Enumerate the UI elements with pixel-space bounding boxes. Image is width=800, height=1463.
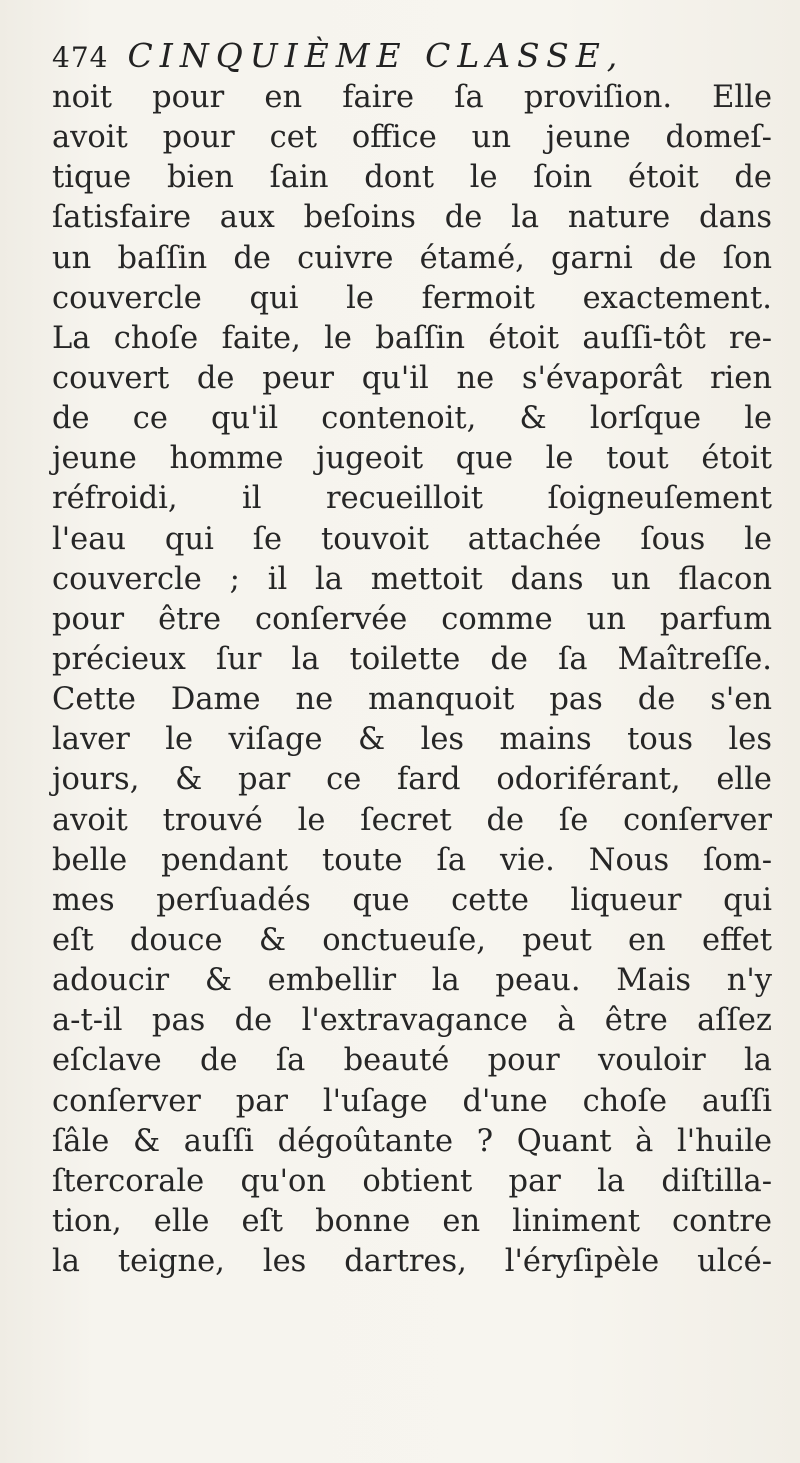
text-line: conſerver par l'uſage d'une choſe auſſi: [52, 1083, 772, 1119]
text-line: ſatisfaire aux beſoins de la nature dans: [52, 200, 772, 236]
text-line: couvercle ; il la mettoit dans un flacon: [52, 561, 772, 597]
body-text: [52, 78, 772, 1282]
text-line: mes perſuadés que cette liqueur qui: [52, 882, 772, 918]
text-line: eſt douce & onctueuſe, peut en effet: [52, 922, 772, 958]
text-line: adoucir & embellir la peau. Mais n'y: [52, 963, 772, 999]
text-line: jours, & par ce fard odoriférant, elle: [52, 762, 772, 798]
text-line: noit pour en faire ſa proviſion. Elle: [52, 80, 772, 115]
text-line: ſâle & auſſi dégoûtante ? Quant à l'huile: [52, 1123, 772, 1159]
text-line: laver le viſage & les mains tous les: [52, 722, 772, 758]
text-line: a-t-il pas de l'extravagance à être aſſez: [52, 1003, 772, 1039]
text-line: La choſe faite, le baſſin étoit auſſi-tôt re-: [52, 320, 772, 356]
text-line: réfroidi, il recueilloit ſoigneuſement: [52, 481, 772, 517]
text-line: précieux ſur la toilette de ſa Maîtreſſe.: [52, 641, 772, 677]
text-line: jeune homme jugeoit que le tout étoit: [52, 441, 772, 477]
text-line: l'eau qui ſe touvoit attachée ſous le: [52, 521, 772, 557]
running-head: CINQUIÈME CLASSE,: [127, 36, 625, 75]
text-line: un baſſin de cuivre étamé, garni de ſon: [52, 240, 772, 276]
text-line: eſclave de ſa beauté pour vouloir la: [52, 1043, 772, 1079]
text-line: avoit trouvé le ſecret de ſe conſerver: [52, 802, 772, 838]
text-line: Cette Dame ne manquoit pas de s'en: [52, 682, 772, 718]
text-line: ſtercorale qu'on obtient par la diſtilla-: [52, 1163, 772, 1199]
text-line: tique bien ſain dont le ſoin étoit de: [52, 160, 772, 196]
text-line: couvercle qui le fermoit exactement.: [52, 280, 772, 316]
text-line: la teigne, les dartres, l'éryſipèle ulcé-: [52, 1244, 772, 1280]
text-line: avoit pour cet office un jeune domeſ-: [52, 120, 772, 156]
text-line: pour être conſervée comme un parfum: [52, 601, 772, 637]
text-line: belle pendant toute ſa vie. Nous ſom-: [52, 842, 772, 878]
page-number: 474: [52, 41, 109, 74]
text-line: couvert de peur qu'il ne s'évaporât rien: [52, 360, 772, 396]
text-line: tion, elle eſt bonne en liniment contre: [52, 1203, 772, 1239]
text-line: de ce qu'il contenoit, & lorſque le: [52, 401, 772, 437]
